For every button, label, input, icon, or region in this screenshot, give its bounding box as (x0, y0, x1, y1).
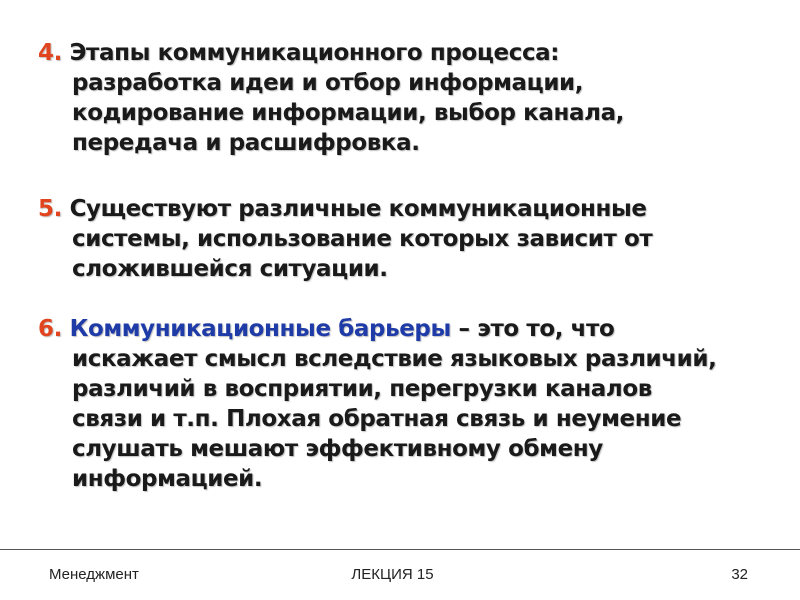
point-4-line-3: кодирование информации, выбор канала, (72, 100, 625, 126)
footer-lecture-label: ЛЕКЦИЯ 15 (351, 566, 434, 583)
footer-course-title: Менеджмент (49, 566, 139, 583)
point-5-line-3: сложившейся ситуации. (72, 256, 388, 282)
point-6-line-6: информацией. (72, 466, 263, 492)
point-6-line-1 (38, 314, 778, 344)
point-6-line-4: связи и т.п. Плохая обратная связь и неумение (72, 406, 682, 432)
point-4-line-4: передача и расшифровка. (72, 130, 420, 156)
point-6-text-1: – это то, что (450, 316, 615, 342)
point-6-line-2: искажает смысл вследствие языковых различий, (72, 346, 717, 372)
point-4-line-1 (38, 38, 778, 68)
point-4 (38, 38, 778, 158)
point-6 (38, 314, 778, 494)
point-5 (38, 194, 778, 284)
point-6-highlight-term: Коммуникационные барьеры (69, 316, 451, 342)
point-5-line-1 (38, 194, 778, 224)
point-5-line-2: системы, использование которых зависит от (72, 226, 653, 252)
point-5-text-1: Существуют различные коммуникационные (69, 196, 647, 222)
point-6-number: 6. (38, 316, 62, 342)
point-4-line-2: разработка идеи и отбор информации, (72, 70, 584, 96)
point-4-text-1: Этапы коммуникационного процесса: (69, 40, 560, 66)
footer-divider (0, 549, 800, 550)
point-5-number: 5. (38, 196, 62, 222)
point-6-line-3: различий в восприятии, перегрузки каналов (72, 376, 652, 402)
point-4-number: 4. (38, 40, 62, 66)
footer-page-number: 32 (731, 566, 748, 583)
point-6-line-5: слушать мешают эффективному обмену (72, 436, 603, 462)
